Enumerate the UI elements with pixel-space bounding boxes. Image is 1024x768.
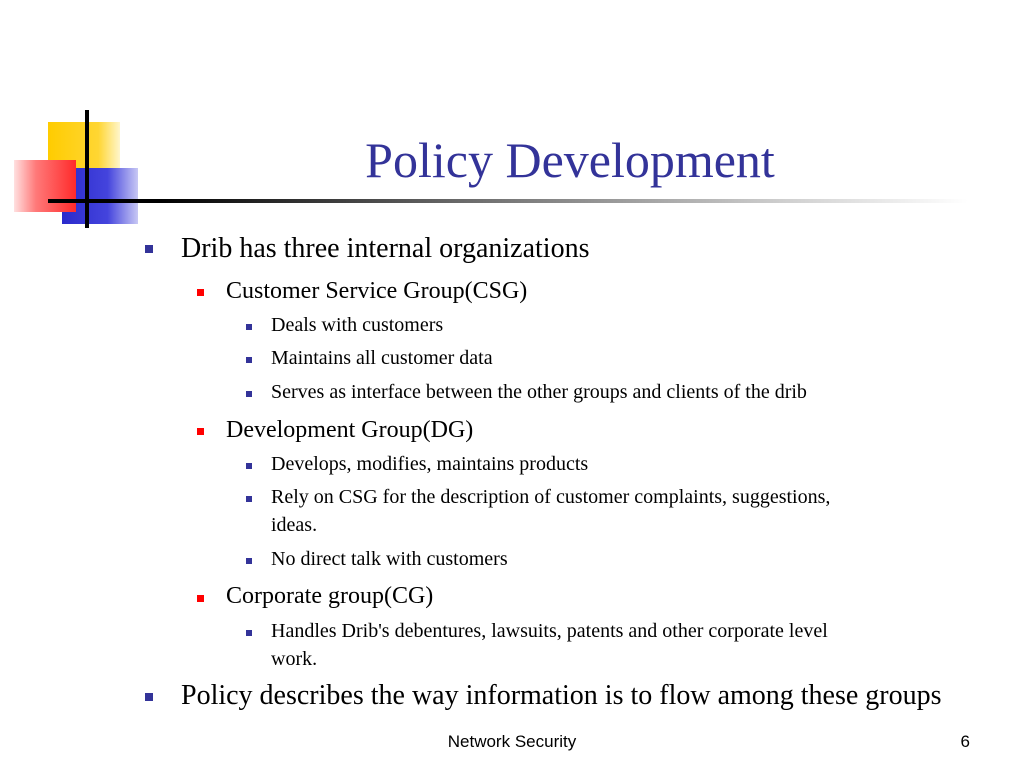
footer-title: Network Security [447, 732, 577, 751]
bullet-item: No direct talk with customers [271, 548, 508, 570]
level3-bullet-icon [246, 630, 252, 636]
bullet-item: Deals with customers [271, 314, 444, 336]
level2-bullet-icon [197, 428, 204, 435]
level3-bullet-icon [246, 558, 252, 564]
vertical-line [85, 110, 89, 228]
level3-bullet-icon [246, 357, 252, 363]
level2-bullet-icon [197, 289, 204, 296]
level3-bullet-icon [246, 463, 252, 469]
level1-bullet-icon [145, 693, 153, 701]
title-underline-rule [48, 199, 968, 203]
decorative-squares-graphic [0, 0, 160, 240]
level3-bullet-icon [246, 391, 252, 397]
page-number: 6 [960, 732, 970, 751]
bullet-item-continuation: ideas. [271, 514, 318, 536]
red-square [14, 160, 76, 212]
slide-title: Policy Development [365, 132, 775, 188]
level3-bullet-icon [246, 496, 252, 502]
level1-bullet-icon [145, 245, 153, 253]
bullet-item: Drib has three internal organizations [181, 233, 590, 264]
level2-bullet-icon [197, 595, 204, 602]
bullet-item: Maintains all customer data [271, 347, 493, 369]
bullet-item: Policy describes the way information is to flow among these groups [181, 680, 942, 711]
bullet-item: Corporate group(CG) [226, 583, 434, 609]
bullet-item: Customer Service Group(CSG) [226, 278, 528, 304]
bullet-item-continuation: work. [271, 648, 318, 670]
bullet-item: Rely on CSG for the description of customer complaints, suggestions, [271, 486, 831, 508]
level3-bullet-icon [246, 324, 252, 330]
bullet-item: Serves as interface between the other groups and clients of the drib [271, 381, 807, 403]
bullet-item: Development Group(DG) [226, 417, 474, 443]
bullet-item: Develops, modifies, maintains products [271, 453, 589, 475]
bullet-item: Handles Drib's debentures, lawsuits, patents and other corporate level [271, 620, 828, 642]
